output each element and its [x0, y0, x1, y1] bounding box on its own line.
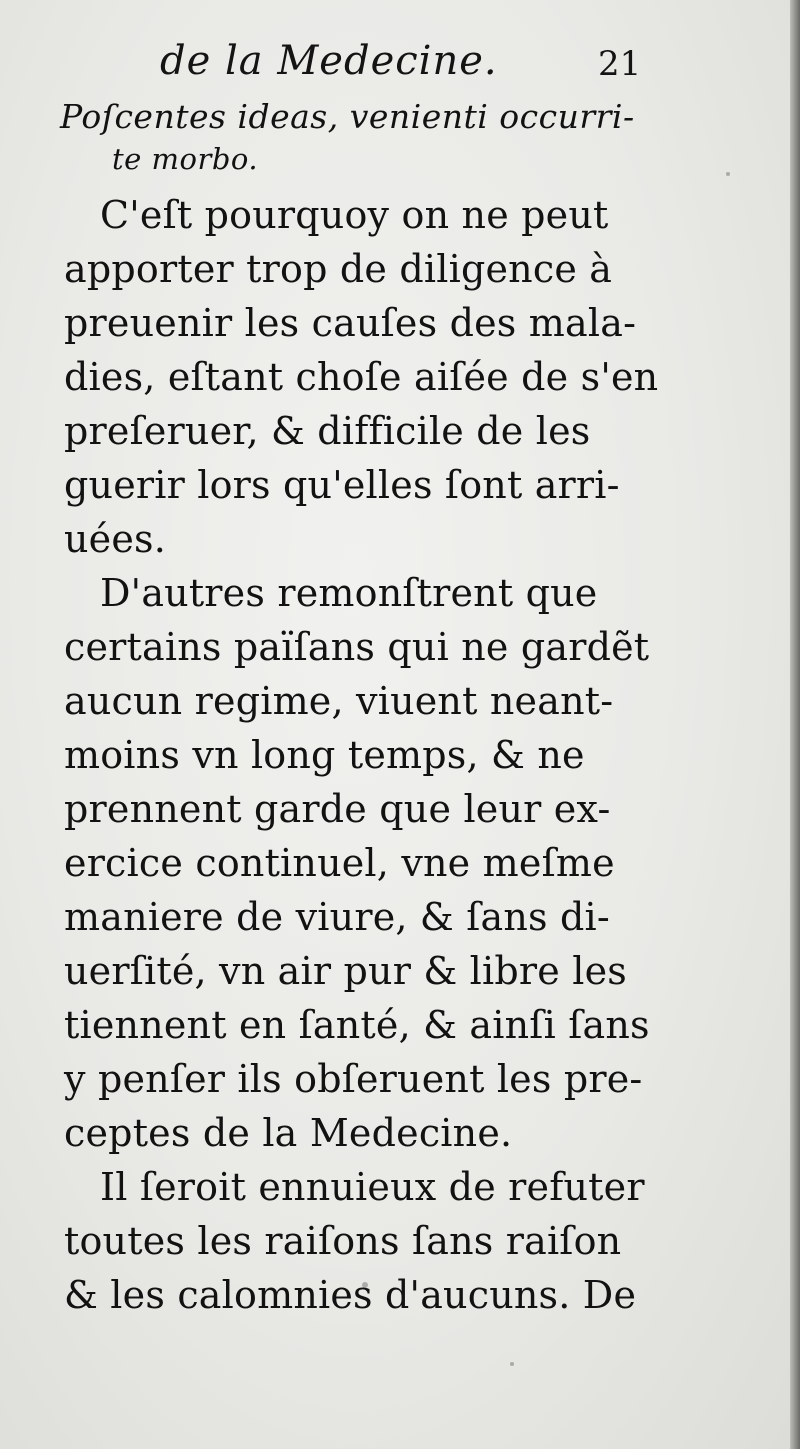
paragraph-line: y penſer ils obſeruent les pre-	[64, 1057, 643, 1101]
paragraph-line: preſeruer, & difficile de les	[64, 409, 591, 453]
paragraph-line: moins vn long temps, & ne	[64, 733, 585, 777]
paragraph-line: certains païſans qui ne gardẽt	[64, 625, 650, 669]
paragraph-line: ercice continuel, vne meſme	[64, 841, 615, 885]
paragraph-1	[60, 188, 680, 566]
latin-quote-line-2: te morbo.	[112, 142, 259, 176]
body-text	[60, 96, 680, 1322]
paragraph-line: C'eſt pourquoy on ne peut	[100, 193, 609, 237]
latin-quote-line-1: Poſcentes ideas, venienti occurri-	[60, 97, 635, 136]
paragraph-line: tiennent en ſanté, & ainſi ſans	[64, 1003, 650, 1047]
paragraph-line: uées.	[64, 517, 167, 561]
page-number: 21	[598, 44, 642, 84]
page-edge-shadow	[790, 0, 800, 1449]
paragraph-3	[60, 1160, 680, 1322]
paragraph-line: apporter trop de diligence à	[64, 247, 613, 291]
margin-bleed-note-lower	[690, 1205, 780, 1225]
paragraph-line: D'autres remonſtrent que	[100, 571, 598, 615]
paragraph-line: ceptes de la Medecine.	[64, 1111, 513, 1155]
paragraph-line: & les calomnies d'aucuns. De	[64, 1273, 637, 1317]
paragraph-line: guerir lors qu'elles ſont arri-	[64, 463, 620, 507]
ink-speck	[362, 1282, 368, 1288]
margin-bleed-note-upper	[700, 335, 780, 355]
paragraph-line: uerſité, vn air pur & libre les	[64, 949, 627, 993]
paragraph-line: prennent garde que leur ex-	[64, 787, 611, 831]
paragraph-line: toutes les raiſons ſans raiſon	[64, 1219, 622, 1263]
paragraph-line: maniere de viure, & ſans di-	[64, 895, 610, 939]
ink-speck	[510, 1362, 514, 1366]
running-title: de la Medecine.	[160, 38, 498, 84]
page-header	[160, 38, 660, 98]
paragraph-line: dies, eſtant choſe aiſée de s'en	[64, 355, 659, 399]
paragraph-line: aucun regime, viuent neant-	[64, 679, 614, 723]
paragraph-line: Il ſeroit ennuieux de refuter	[100, 1165, 645, 1209]
paragraph-line: preuenir les cauſes des mala-	[64, 301, 637, 345]
ink-speck	[726, 172, 730, 176]
paragraph-2	[60, 566, 680, 1160]
